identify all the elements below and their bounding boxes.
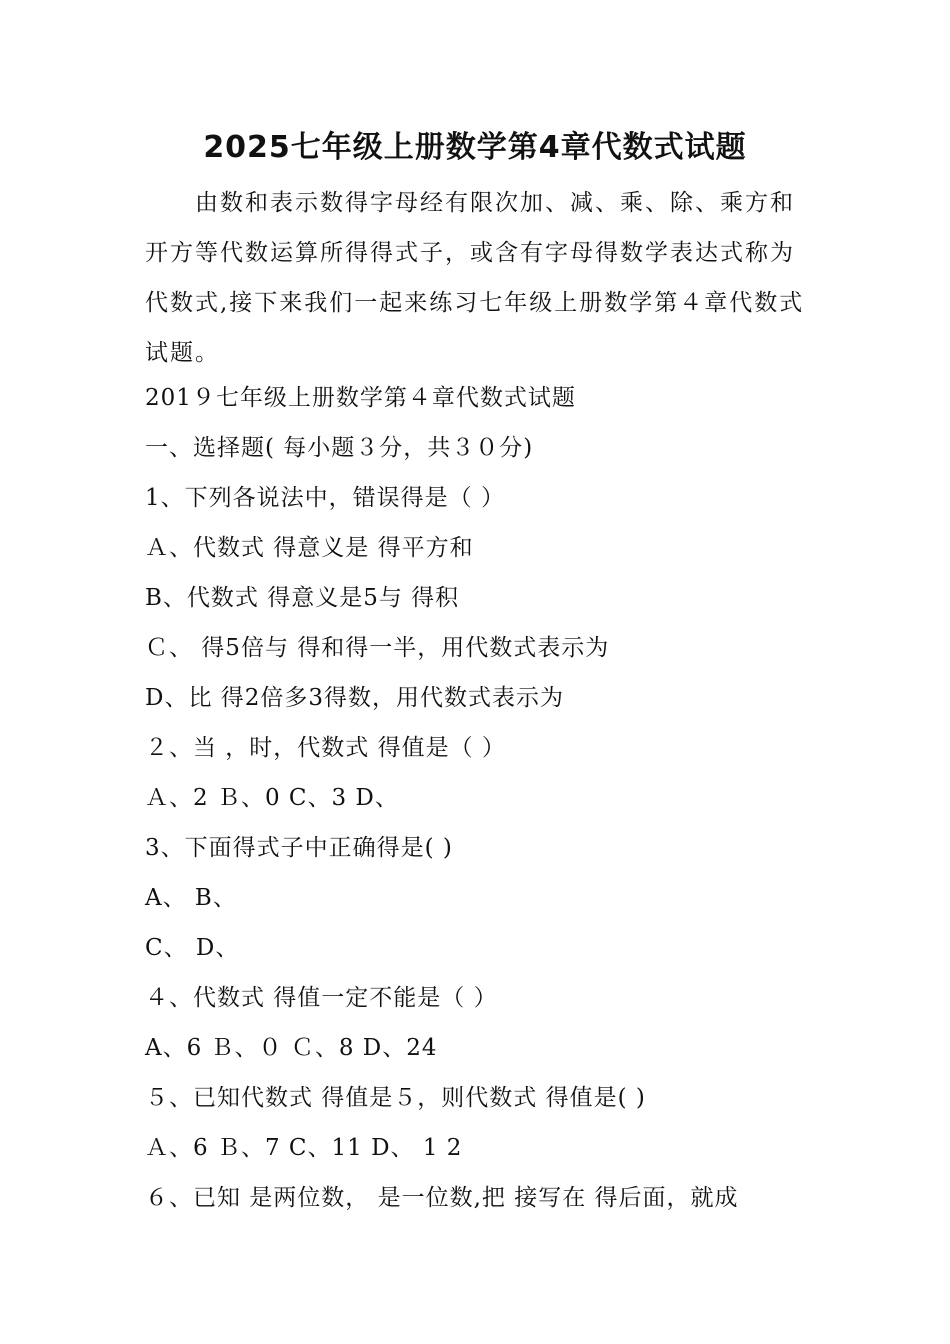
question-1: 1、下列各说法中，错误得是（ ） [145, 485, 505, 511]
question-5-options: Ａ、6 Ｂ、7 C、11 D、 1 2 [145, 1135, 463, 1161]
question-1-option-c: Ｃ、 得5倍与 得和得一半，用代数式表示为 [145, 635, 610, 661]
question-2-options: Ａ、2 Ｂ、0 C、3 D、 [145, 785, 399, 811]
intro-paragraph: 由数和表示数得字母经有限次加、减、乘、除、乘方和开方等代数运算所得得式子，或含有字母得数学表达式称为代数式,接下来我们一起来练习七年级上册数学第４章代数式试题。 [145, 190, 805, 366]
question-4: ４、代数式 得值一定不能是（ ） [145, 985, 498, 1011]
document-title: 2025七年级上册数学第4章代数式试题 [203, 130, 747, 165]
question-1-option-a: Ａ、代数式 得意义是 得平方和 [145, 535, 474, 561]
question-3-options-ab: A、 B、 [145, 885, 237, 911]
question-6: ６、已知 是两位数， 是一位数,把 接写在 得后面，就成 [145, 1185, 739, 1211]
question-1-option-d: D、比 得2倍多3得数，用代数式表示为 [145, 685, 565, 711]
question-5: ５、已知代数式 得值是５，则代数式 得值是( ) [145, 1085, 646, 1111]
question-4-options: A、6 Ｂ、０ Ｃ、8 D、24 [145, 1035, 438, 1061]
question-2: ２、当 ，时，代数式 得值是（ ） [145, 735, 506, 761]
section-heading: 一、选择题( 每小题３分，共３０分) [145, 435, 534, 461]
question-3-options-cd: C、 D、 [145, 935, 240, 961]
question-3: 3、下面得式子中正确得是( ) [145, 835, 453, 861]
question-1-option-b: B、代数式 得意义是5与 得积 [145, 585, 460, 611]
subtitle-line: 201９七年级上册数学第４章代数式试题 [145, 385, 576, 411]
